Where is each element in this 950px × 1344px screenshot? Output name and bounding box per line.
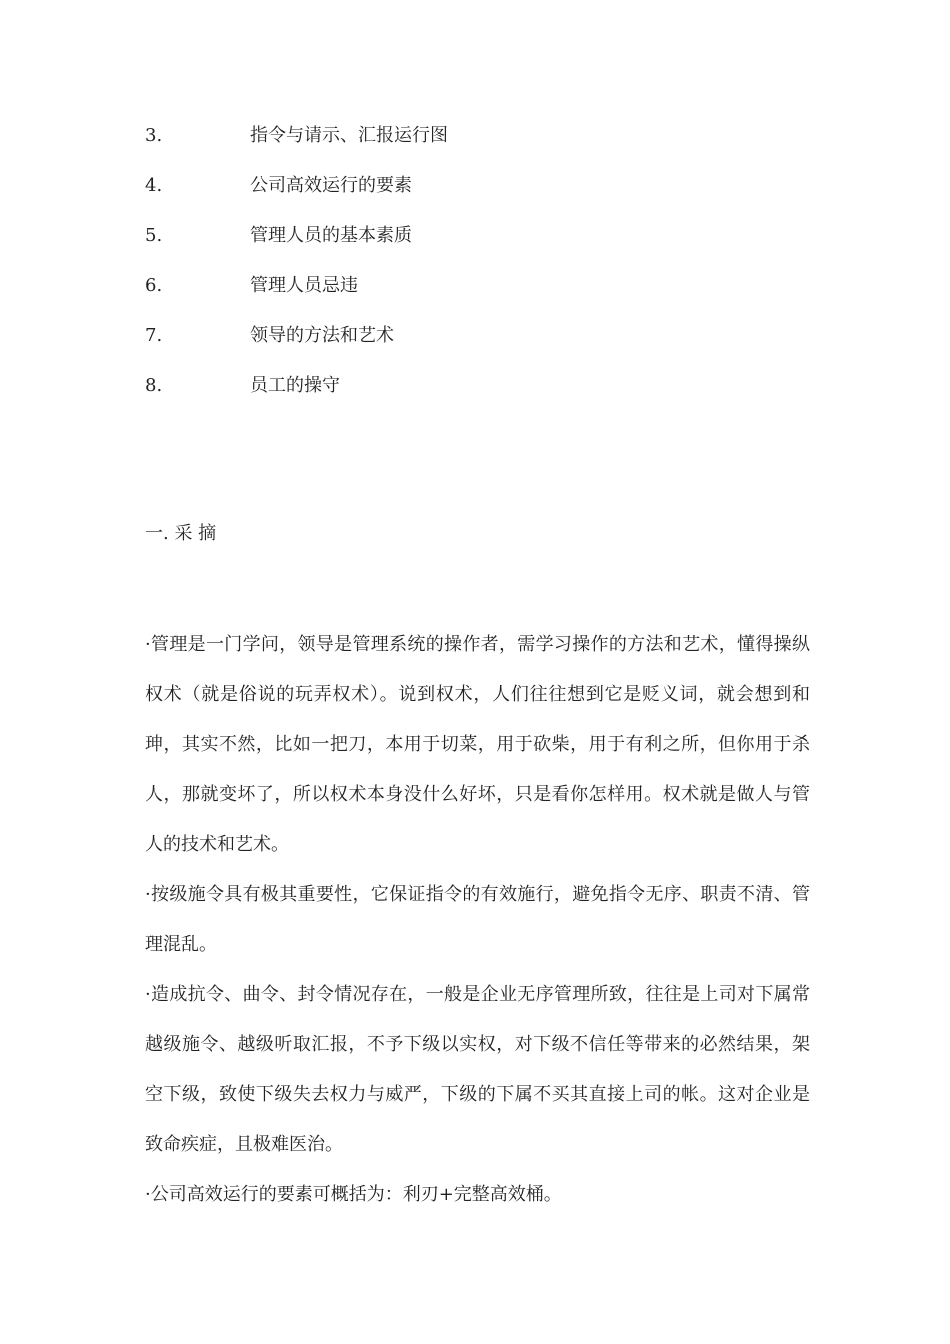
table-of-contents xyxy=(145,122,825,422)
section-heading: 一. 采 摘 xyxy=(145,523,217,544)
paragraph: ·造成抗令、曲令、封令情况存在，一般是企业无序管理所致，往往是上司对下属常越级施令、越级听取汇报，不予下级以实权，对下级不信任等带来的必然结果，架空下级，致使下级失去权力与威严，下级的下属不买其直接上司的帐。这对企业是致命疾症，且极难医治。 xyxy=(145,984,810,1155)
toc-item xyxy=(145,372,825,422)
toc-item-text: 指令与请示、汇报运行图 xyxy=(250,125,448,146)
body-text xyxy=(145,620,810,1220)
paragraph: ·管理是一门学问，领导是管理系统的操作者，需学习操作的方法和艺术，懂得操纵权术（就是俗说的玩弄权术）。说到权术，人们往往想到它是贬义词，就会想到和珅，其实不然，比如一把刀，本用于切菜，用于砍柴，用于有利之所，但你用于杀人，那就变坏了，所以权术本身没什么好坏，只是看你怎样用。权术就是做人与管人的技术和艺术。 xyxy=(145,634,810,855)
toc-item xyxy=(145,122,825,172)
toc-item-number: 7. xyxy=(145,325,163,346)
toc-item-number: 3. xyxy=(145,125,163,146)
toc-item-text: 管理人员忌违 xyxy=(250,275,358,296)
paragraph: ·公司高效运行的要素可概括为：利刃+完整高效桶。 xyxy=(145,1184,562,1205)
toc-item-text: 公司高效运行的要素 xyxy=(250,175,412,196)
toc-item-text: 管理人员的基本素质 xyxy=(250,225,412,246)
toc-item-number: 5. xyxy=(145,225,163,246)
toc-item-text: 员工的操守 xyxy=(250,375,340,396)
toc-item-number: 6. xyxy=(145,275,163,296)
toc-item-number: 8. xyxy=(145,375,163,396)
toc-item xyxy=(145,272,825,322)
toc-item xyxy=(145,322,825,372)
toc-item-number: 4. xyxy=(145,175,163,196)
paragraph: ·按级施令具有极其重要性，它保证指令的有效施行，避免指令无序、职责不清、管理混乱。 xyxy=(145,884,810,955)
toc-item xyxy=(145,222,825,272)
toc-item xyxy=(145,172,825,222)
toc-item-text: 领导的方法和艺术 xyxy=(250,325,394,346)
